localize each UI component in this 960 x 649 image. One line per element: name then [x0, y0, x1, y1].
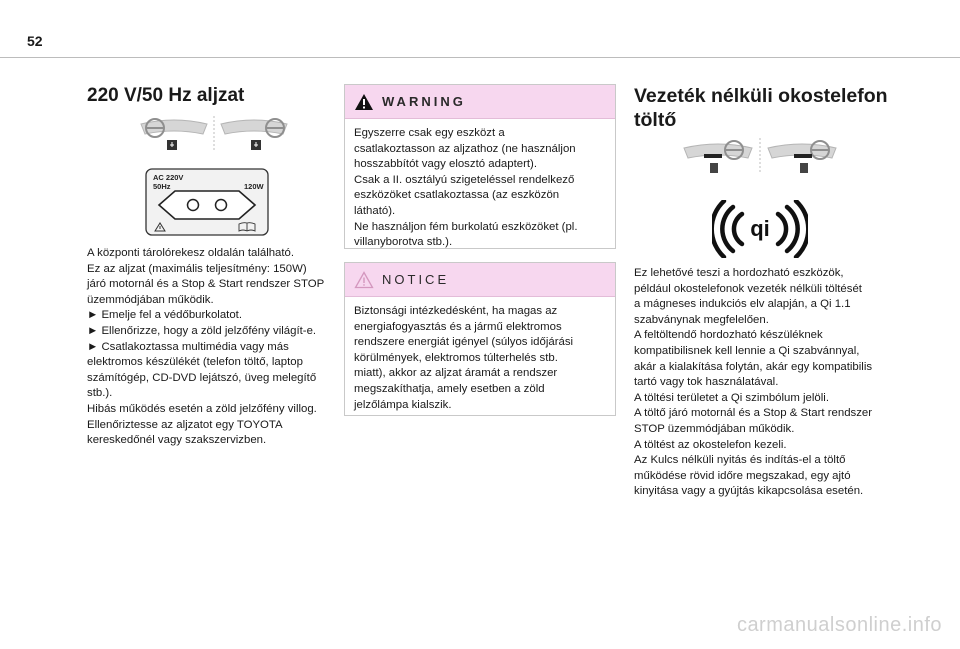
notice-line: rendszere energiát igényel (súlyos időjárási	[354, 336, 574, 349]
socket-line: számítógép, CD-DVD lejátszó, üveg melegítő	[87, 371, 317, 384]
wireless-line: kinyitása vagy a gyújtás kikapcsolása esetén.	[634, 485, 864, 498]
socket-line: stb.).	[87, 387, 113, 400]
wireless-section-title	[634, 84, 896, 132]
wireless-line: a mágneses indukciós elv alapján, a Qi 1.1	[634, 298, 851, 311]
warning-line: csatlakoztasson az aljzathoz (ne használjon	[354, 142, 576, 155]
socket-line: Hibás működés esetén a zöld jelzőfény villog.	[87, 402, 317, 415]
notice-line: megszakíthatja, amely esetben a zöld	[354, 382, 545, 395]
socket-line: ► Emelje fel a védőburkolatot.	[87, 309, 243, 322]
notice-line: Biztonsági intézkedésként, ha magas az	[354, 305, 558, 317]
socket-line: kereskedőnél vagy szakszervizben.	[87, 434, 267, 447]
notice-header	[345, 263, 615, 297]
warning-box	[344, 84, 616, 249]
header-divider	[0, 57, 960, 58]
socket-illustration	[145, 168, 269, 236]
wireless-description	[634, 266, 896, 500]
notice-line: jelzőlámpa kialszik.	[354, 398, 452, 411]
wireless-line: szabványnak megfelelően.	[634, 313, 769, 326]
caution-triangle-icon	[354, 271, 374, 289]
qi-wireless-icon	[712, 200, 808, 258]
socket-line: A központi tárolórekesz oldalán található.	[87, 247, 295, 259]
socket-label-ac: AC 220V	[153, 173, 184, 182]
wireless-line: STOP üzemmódjában működik.	[634, 422, 795, 435]
warning-line: eszközöket csatlakoztassa (az eszközön	[354, 189, 560, 202]
notice-line: energiafogyasztás és a jármű elektromos	[354, 320, 562, 333]
watermark: carmanualsonline.info	[736, 614, 942, 636]
notice-line: miatt), akkor az aljzat áramát a rendszer	[354, 367, 558, 380]
qi-logo-text: qi	[750, 216, 770, 241]
warning-label: WARNING	[382, 94, 466, 109]
wireless-charger-section	[634, 84, 896, 500]
wireless-line: működése rövid időre megszakad, egy ajtó	[634, 469, 851, 482]
wireless-line: A töltő járó motornál és a Stop & Start rendszer	[634, 407, 873, 420]
wireless-line: A töltést az okostelefon kezeli.	[634, 438, 787, 451]
notice-box	[344, 262, 616, 416]
socket-line: járó motornál és a Stop & Start rendszer STOP	[87, 278, 325, 291]
socket-label-hz: 50Hz	[153, 182, 171, 191]
warning-line: villanyborotva stb.).	[354, 236, 453, 249]
socket-line: üzemmódjában működik.	[87, 293, 214, 306]
socket-section	[87, 84, 337, 449]
wireless-title-line1: Vezeték nélküli okostelefon	[634, 85, 888, 107]
socket-description	[87, 246, 337, 449]
warning-line: Csak a II. osztályú szigeteléssel rendelkező	[354, 173, 575, 186]
socket-line: Ez az aljzat (maximális teljesítmény: 150W)	[87, 262, 307, 275]
socket-line: ► Ellenőrizze, hogy a zöld jelzőfény világít-e.	[87, 324, 317, 337]
notice-line: körülmények, elektromos túlterhelés stb.	[354, 351, 558, 364]
wireless-line: Az Kulcs nélküli nyitás és indítás-el a töltő	[634, 454, 846, 467]
socket-label-w: 120W	[244, 182, 264, 191]
warning-triangle-icon	[354, 93, 374, 111]
warning-header	[345, 85, 615, 119]
charger-location-illustration	[682, 136, 838, 176]
warning-line: Ne használjon fém burkolatú eszközöket (pl.	[354, 220, 578, 233]
notice-body	[345, 297, 615, 421]
wireless-line: Ez lehetővé teszi a hordozható eszközök,	[634, 267, 844, 279]
wireless-title-line2: töltő	[634, 109, 677, 131]
wireless-line: akár a kialakítása folytán, akár egy kompatibilis	[634, 360, 873, 373]
notice-label: NOTICE	[382, 272, 450, 287]
wireless-line: például okostelefonok vezeték nélküli töltését	[634, 282, 862, 295]
wireless-line: tartó vagy tok használatával.	[634, 376, 779, 389]
wireless-line: kompatibilisnek kell lennie a Qi szabvánnyal,	[634, 344, 860, 357]
wireless-line: A feltöltendő hordozható készüléknek	[634, 329, 823, 342]
socket-line: elektromos készülékét (telefon töltő, laptop	[87, 356, 303, 369]
warning-line: látható).	[354, 204, 396, 217]
warning-body	[345, 119, 615, 259]
page-number: 52	[27, 33, 43, 49]
socket-line: Ellenőriztesse az aljzatot egy TOYOTA	[87, 418, 283, 431]
warning-line: Egyszerre csak egy eszközt a	[354, 127, 505, 139]
dashboard-location-illustration	[139, 114, 289, 152]
socket-section-title: 220 V/50 Hz aljzat	[87, 85, 245, 106]
socket-line: ► Csatlakoztassa multimédia vagy más	[87, 340, 289, 353]
wireless-line: A töltési területet a Qi szimbólum jelöli.	[634, 391, 829, 404]
warning-line: hosszabbítót vagy elosztó adaptert).	[354, 158, 537, 171]
